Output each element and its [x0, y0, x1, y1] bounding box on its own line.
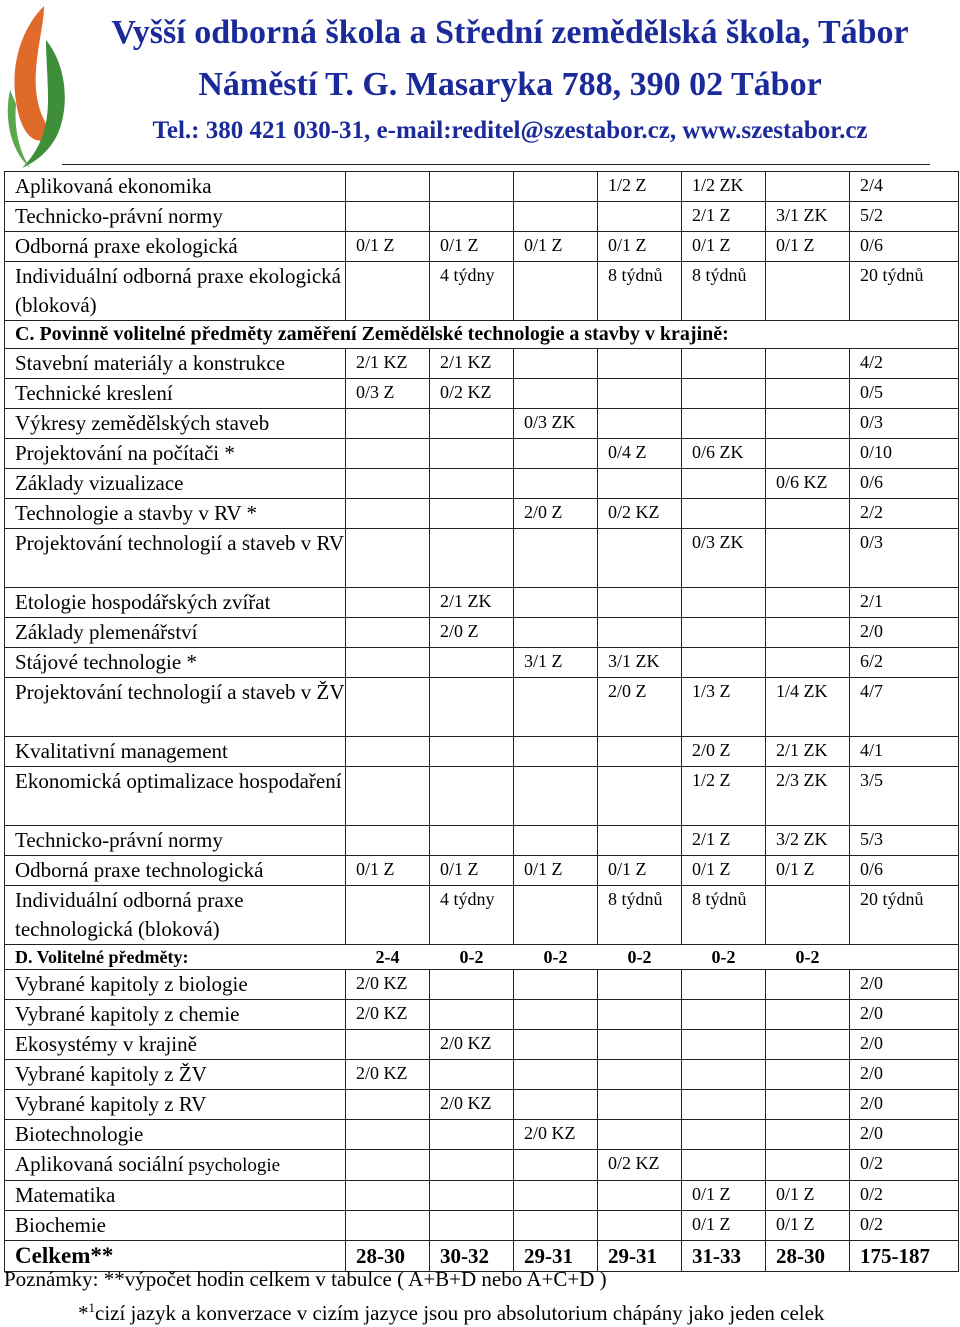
notes-line-2 — [78, 1294, 824, 1327]
header-rule — [62, 164, 930, 165]
semester-cell — [514, 970, 598, 1000]
semester-cell — [598, 826, 682, 856]
semester-cell — [514, 529, 598, 588]
semester-cell: 2/0 Z — [430, 618, 514, 648]
semester-cell — [346, 1030, 430, 1060]
subject-name-small: psychologie — [183, 1155, 281, 1176]
section-d-range: 2-4 — [346, 945, 430, 970]
semester-cell: 1/2 Z — [682, 767, 766, 826]
semester-cell — [766, 1060, 850, 1090]
total-hours-cell: 0/6 — [850, 856, 959, 886]
semester-cell — [598, 379, 682, 409]
section-d-range: 0-2 — [514, 945, 598, 970]
semester-cell: 28-30 — [346, 1241, 430, 1272]
subject-name: Projektování technologií a staveb v ŽV — [5, 678, 346, 737]
total-hours-cell: 2/0 — [850, 1090, 959, 1120]
semester-cell: 0/1 Z — [346, 232, 430, 262]
semester-cell — [598, 618, 682, 648]
semester-cell: 2/1 KZ — [430, 349, 514, 379]
semester-cell — [346, 499, 430, 529]
semester-cell — [682, 648, 766, 678]
semester-cell — [598, 202, 682, 232]
semester-cell — [514, 349, 598, 379]
semester-cell — [430, 1181, 514, 1211]
total-hours-cell: 0/6 — [850, 232, 959, 262]
semester-cell — [430, 678, 514, 737]
semester-cell — [430, 439, 514, 469]
section-c-title: C. Povinně volitelné předměty zaměření Zemědělské technologie a stavby v krajině: — [5, 321, 959, 349]
semester-cell: 3/1 ZK — [598, 648, 682, 678]
semester-cell — [430, 648, 514, 678]
semester-cell — [346, 588, 430, 618]
semester-cell — [766, 970, 850, 1000]
total-hours-cell: 2/0 — [850, 970, 959, 1000]
section-c-header — [5, 321, 959, 349]
semester-cell — [346, 1150, 430, 1181]
semester-cell: 0/3 ZK — [682, 529, 766, 588]
total-hours-cell: 0/2 — [850, 1181, 959, 1211]
semester-cell: 0/1 Z — [430, 856, 514, 886]
table-row — [5, 409, 959, 439]
semester-cell — [598, 588, 682, 618]
subject-name: Vybrané kapitoly z ŽV — [5, 1060, 346, 1090]
semester-cell: 2/0 KZ — [346, 970, 430, 1000]
subject-name: Ekosystémy v krajině — [5, 1030, 346, 1060]
subject-name: Projektování na počítači * — [5, 439, 346, 469]
semester-cell — [682, 970, 766, 1000]
semester-cell — [682, 379, 766, 409]
table-row — [5, 379, 959, 409]
semester-cell — [766, 349, 850, 379]
semester-cell: 0/1 Z — [682, 232, 766, 262]
total-hours-cell: 2/2 — [850, 499, 959, 529]
section-d-range: 0-2 — [430, 945, 514, 970]
semester-cell: 8 týdnů — [598, 886, 682, 945]
semester-cell — [598, 469, 682, 499]
semester-cell: 0/1 Z — [766, 1181, 850, 1211]
total-hours-cell: 5/3 — [850, 826, 959, 856]
total-hours-cell: 0/3 — [850, 409, 959, 439]
semester-cell: 0/1 Z — [346, 856, 430, 886]
semester-cell — [514, 1211, 598, 1241]
semester-cell: 0/1 Z — [598, 856, 682, 886]
semester-cell: 0/1 Z — [430, 232, 514, 262]
semester-cell — [346, 172, 430, 202]
semester-cell — [514, 172, 598, 202]
semester-cell — [514, 588, 598, 618]
total-hours-cell: 2/1 — [850, 588, 959, 618]
subject-name: Biotechnologie — [5, 1120, 346, 1150]
semester-cell — [430, 499, 514, 529]
subject-name: Aplikovaná ekonomika — [5, 172, 346, 202]
section-d-range: 0-2 — [682, 945, 766, 970]
subject-name: Etologie hospodářských zvířat — [5, 588, 346, 618]
semester-cell: 0/3 Z — [346, 379, 430, 409]
semester-cell — [346, 1120, 430, 1150]
total-hours-cell: 3/5 — [850, 767, 959, 826]
semester-cell — [682, 1030, 766, 1060]
semester-cell — [430, 737, 514, 767]
total-hours-cell: 2/0 — [850, 1000, 959, 1030]
section-d-title: D. Volitelné předměty: — [5, 945, 346, 970]
semester-cell: 3/1 Z — [514, 648, 598, 678]
semester-cell — [430, 172, 514, 202]
total-hours-cell: 0/6 — [850, 469, 959, 499]
semester-cell — [766, 379, 850, 409]
semester-cell — [346, 1181, 430, 1211]
semester-cell: 2/0 KZ — [346, 1060, 430, 1090]
semester-cell — [766, 1000, 850, 1030]
semester-cell — [598, 349, 682, 379]
semester-cell: 0/6 ZK — [682, 439, 766, 469]
semester-cell — [514, 202, 598, 232]
semester-cell: 0/1 Z — [682, 856, 766, 886]
semester-cell: 1/2 ZK — [682, 172, 766, 202]
subject-name: Výkresy zemědělských staveb — [5, 409, 346, 439]
semester-cell — [766, 1150, 850, 1181]
table-row — [5, 1090, 959, 1120]
semester-cell — [598, 737, 682, 767]
semester-cell: 0/2 KZ — [598, 1150, 682, 1181]
semester-cell: 0/4 Z — [598, 439, 682, 469]
semester-cell — [346, 469, 430, 499]
subject-name: Stavební materiály a konstrukce — [5, 349, 346, 379]
semester-cell: 2/0 Z — [682, 737, 766, 767]
note-text: cizí jazyk a konverzace v cizím jazyce jsou pro absolutorium chápány jako jeden celek — [95, 1301, 825, 1325]
subject-name: Odborná praxe technologická — [5, 856, 346, 886]
total-hours-cell: 0/3 — [850, 529, 959, 588]
semester-cell: 31-33 — [682, 1241, 766, 1272]
semester-cell — [346, 409, 430, 439]
semester-cell: 2/0 KZ — [430, 1090, 514, 1120]
semester-cell: 2/1 ZK — [766, 737, 850, 767]
semester-cell: 2/3 ZK — [766, 767, 850, 826]
semester-cell: 0/1 Z — [514, 232, 598, 262]
semester-cell — [514, 1181, 598, 1211]
semester-cell — [346, 737, 430, 767]
semester-cell — [514, 439, 598, 469]
table-row — [5, 1030, 959, 1060]
semester-cell — [514, 826, 598, 856]
semester-cell — [598, 409, 682, 439]
semester-cell: 8 týdnů — [682, 886, 766, 945]
subject-name: Vybrané kapitoly z biologie — [5, 970, 346, 1000]
semester-cell: 3/1 ZK — [766, 202, 850, 232]
semester-cell: 0/2 KZ — [430, 379, 514, 409]
semester-cell: 2/1 Z — [682, 202, 766, 232]
semester-cell — [682, 1120, 766, 1150]
table-row — [5, 826, 959, 856]
semester-cell — [682, 349, 766, 379]
semester-cell — [682, 1060, 766, 1090]
subject-name: Matematika — [5, 1181, 346, 1211]
section-d-empty — [850, 945, 959, 970]
semester-cell — [514, 737, 598, 767]
table-row — [5, 1150, 959, 1181]
semester-cell — [598, 1090, 682, 1120]
semester-cell — [766, 499, 850, 529]
semester-cell — [682, 499, 766, 529]
semester-cell — [346, 826, 430, 856]
semester-cell — [514, 767, 598, 826]
semester-cell: 2/0 KZ — [514, 1120, 598, 1150]
subject-name: Základy vizualizace — [5, 469, 346, 499]
semester-cell — [766, 262, 850, 321]
semester-cell — [430, 1211, 514, 1241]
semester-cell — [430, 767, 514, 826]
semester-cell — [346, 618, 430, 648]
semester-cell: 0/1 Z — [766, 856, 850, 886]
semester-cell — [682, 1150, 766, 1181]
semester-cell — [682, 588, 766, 618]
table-row — [5, 529, 959, 588]
table-row — [5, 1181, 959, 1211]
semester-cell — [430, 826, 514, 856]
semester-cell — [514, 1000, 598, 1030]
semester-cell — [346, 1211, 430, 1241]
semester-cell: 8 týdnů — [598, 262, 682, 321]
semester-cell — [598, 970, 682, 1000]
semester-cell — [430, 1150, 514, 1181]
semester-cell — [346, 202, 430, 232]
note-sup: 1 — [88, 1300, 95, 1315]
semester-cell: 0/6 KZ — [766, 469, 850, 499]
total-hours-cell: 0/5 — [850, 379, 959, 409]
subject-name: Vybrané kapitoly z RV — [5, 1090, 346, 1120]
semester-cell — [766, 409, 850, 439]
semester-cell — [766, 886, 850, 945]
section-d-range: 0-2 — [766, 945, 850, 970]
semester-cell — [514, 469, 598, 499]
semester-cell — [346, 886, 430, 945]
total-hours-cell: 0/10 — [850, 439, 959, 469]
semester-cell: 2/1 Z — [682, 826, 766, 856]
school-contact: Tel.: 380 421 030-31, e-mail:reditel@szestabor.cz, www.szestabor.cz — [152, 117, 868, 144]
semester-cell: 4 týdny — [430, 262, 514, 321]
semester-cell — [766, 618, 850, 648]
total-hours-cell: 6/2 — [850, 648, 959, 678]
semester-cell — [346, 767, 430, 826]
semester-cell — [682, 409, 766, 439]
semester-cell — [430, 1000, 514, 1030]
semester-cell — [766, 172, 850, 202]
semester-cell: 0/1 Z — [682, 1211, 766, 1241]
semester-cell: 1/3 Z — [682, 678, 766, 737]
total-hours-cell: 2/0 — [850, 1030, 959, 1060]
subject-name: Stájové technologie * — [5, 648, 346, 678]
subject-name: Základy plemenářství — [5, 618, 346, 648]
school-address: Náměstí T. G. Masaryka 788, 390 02 Tábor — [198, 66, 822, 103]
total-hours-cell: 0/2 — [850, 1150, 959, 1181]
table-row — [5, 767, 959, 826]
subject-name: Technologie a stavby v RV * — [5, 499, 346, 529]
semester-cell — [598, 1000, 682, 1030]
total-hours-cell: 2/0 — [850, 618, 959, 648]
semester-cell — [430, 970, 514, 1000]
semester-cell — [430, 469, 514, 499]
section-d-header — [5, 945, 959, 970]
total-hours-cell: 20 týdnů — [850, 886, 959, 945]
semester-cell: 30-32 — [430, 1241, 514, 1272]
subject-name: Celkem** — [5, 1241, 346, 1272]
semester-cell — [346, 648, 430, 678]
total-hours-cell: 4/2 — [850, 349, 959, 379]
semester-cell: 0/2 KZ — [598, 499, 682, 529]
table-row — [5, 970, 959, 1000]
table-row — [5, 349, 959, 379]
semester-cell — [346, 439, 430, 469]
table-row — [5, 469, 959, 499]
semester-cell: 8 týdnů — [682, 262, 766, 321]
subject-name: Vybrané kapitoly z chemie — [5, 1000, 346, 1030]
subject-name: Projektování technologií a staveb v RV — [5, 529, 346, 588]
semester-cell — [766, 1090, 850, 1120]
total-hours-cell: 2/0 — [850, 1120, 959, 1150]
subject-name: Odborná praxe ekologická — [5, 232, 346, 262]
curriculum-table — [4, 171, 959, 1272]
table-row — [5, 1211, 959, 1241]
semester-cell — [346, 529, 430, 588]
semester-cell: 0/1 Z — [682, 1181, 766, 1211]
semester-cell — [430, 202, 514, 232]
semester-cell — [346, 1090, 430, 1120]
semester-cell — [766, 1030, 850, 1060]
semester-cell — [598, 529, 682, 588]
semester-cell — [514, 262, 598, 321]
semester-cell — [346, 262, 430, 321]
semester-cell — [766, 648, 850, 678]
semester-cell — [430, 1120, 514, 1150]
table-row — [5, 648, 959, 678]
subject-name: Individuální odborná praxe ekologická (bloková) — [5, 262, 346, 321]
subject-name: Technicko-právní normy — [5, 202, 346, 232]
semester-cell: 0/1 Z — [598, 232, 682, 262]
table-row — [5, 1000, 959, 1030]
semester-cell — [598, 1030, 682, 1060]
semester-cell: 2/0 Z — [514, 499, 598, 529]
semester-cell — [766, 439, 850, 469]
table-row — [5, 588, 959, 618]
semester-cell: 2/1 ZK — [430, 588, 514, 618]
semester-cell: 0/1 Z — [514, 856, 598, 886]
semester-cell — [514, 1150, 598, 1181]
semester-cell — [682, 469, 766, 499]
semester-cell — [598, 1211, 682, 1241]
semester-cell: 29-31 — [514, 1241, 598, 1272]
note-asterisk: * — [78, 1301, 89, 1325]
subject-name: Kvalitativní management — [5, 737, 346, 767]
semester-cell: 1/2 Z — [598, 172, 682, 202]
subject-name: Technicko-právní normy — [5, 826, 346, 856]
total-hours-cell: 4/7 — [850, 678, 959, 737]
semester-cell: 3/2 ZK — [766, 826, 850, 856]
semester-cell — [430, 1060, 514, 1090]
semester-cell — [598, 1060, 682, 1090]
table-row — [5, 618, 959, 648]
semester-cell: 2/0 Z — [598, 678, 682, 737]
subject-name: Individuální odborná praxe technologická (bloková) — [5, 886, 346, 945]
semester-cell — [514, 886, 598, 945]
semester-cell — [766, 1120, 850, 1150]
notes-line-1: Poznámky: **výpočet hodin celkem v tabulce ( A+B+D nebo A+C+D ) — [4, 1267, 607, 1291]
total-hours-cell: 4/1 — [850, 737, 959, 767]
semester-cell — [514, 1030, 598, 1060]
table-row — [5, 232, 959, 262]
subject-name — [5, 1150, 346, 1181]
table-row — [5, 737, 959, 767]
logo-leaf-orange — [14, 6, 52, 141]
subject-name-main: Aplikovaná sociální — [15, 1152, 184, 1176]
semester-cell: 29-31 — [598, 1241, 682, 1272]
table-row — [5, 262, 959, 321]
semester-cell — [514, 379, 598, 409]
semester-cell: 4 týdny — [430, 886, 514, 945]
semester-cell: 0/1 Z — [766, 232, 850, 262]
table-row — [5, 856, 959, 886]
semester-cell — [598, 1181, 682, 1211]
total-hours-cell: 175-187 — [850, 1241, 959, 1272]
total-hours-cell: 0/2 — [850, 1211, 959, 1241]
table-row — [5, 1060, 959, 1090]
subject-name: Ekonomická optimalizace hospodaření — [5, 767, 346, 826]
semester-cell — [766, 529, 850, 588]
subject-name: Biochemie — [5, 1211, 346, 1241]
total-hours-cell: 2/4 — [850, 172, 959, 202]
semester-cell — [598, 1120, 682, 1150]
semester-cell: 28-30 — [766, 1241, 850, 1272]
total-hours-cell: 2/0 — [850, 1060, 959, 1090]
table-row — [5, 886, 959, 945]
semester-cell — [430, 529, 514, 588]
table-row — [5, 678, 959, 737]
subject-name: Technické kreslení — [5, 379, 346, 409]
school-name: Vyšší odborná škola a Střední zemědělská škola, Tábor — [111, 14, 909, 51]
semester-cell: 0/1 Z — [766, 1211, 850, 1241]
table-row — [5, 499, 959, 529]
semester-cell — [514, 618, 598, 648]
total-hours-cell: 5/2 — [850, 202, 959, 232]
semester-cell — [430, 409, 514, 439]
semester-cell: 0/3 ZK — [514, 409, 598, 439]
section-d-range: 0-2 — [598, 945, 682, 970]
semester-cell — [514, 1060, 598, 1090]
total-hours-cell: 20 týdnů — [850, 262, 959, 321]
semester-cell — [682, 618, 766, 648]
semester-cell — [514, 678, 598, 737]
semester-cell — [682, 1000, 766, 1030]
semester-cell: 2/0 KZ — [430, 1030, 514, 1060]
semester-cell — [514, 1090, 598, 1120]
semester-cell — [598, 767, 682, 826]
semester-cell — [766, 588, 850, 618]
semester-cell: 1/4 ZK — [766, 678, 850, 737]
table-row — [5, 1120, 959, 1150]
table-row — [5, 172, 959, 202]
table-row — [5, 202, 959, 232]
semester-cell — [682, 1090, 766, 1120]
table-row — [5, 439, 959, 469]
semester-cell: 2/0 KZ — [346, 1000, 430, 1030]
semester-cell: 2/1 KZ — [346, 349, 430, 379]
semester-cell — [346, 678, 430, 737]
